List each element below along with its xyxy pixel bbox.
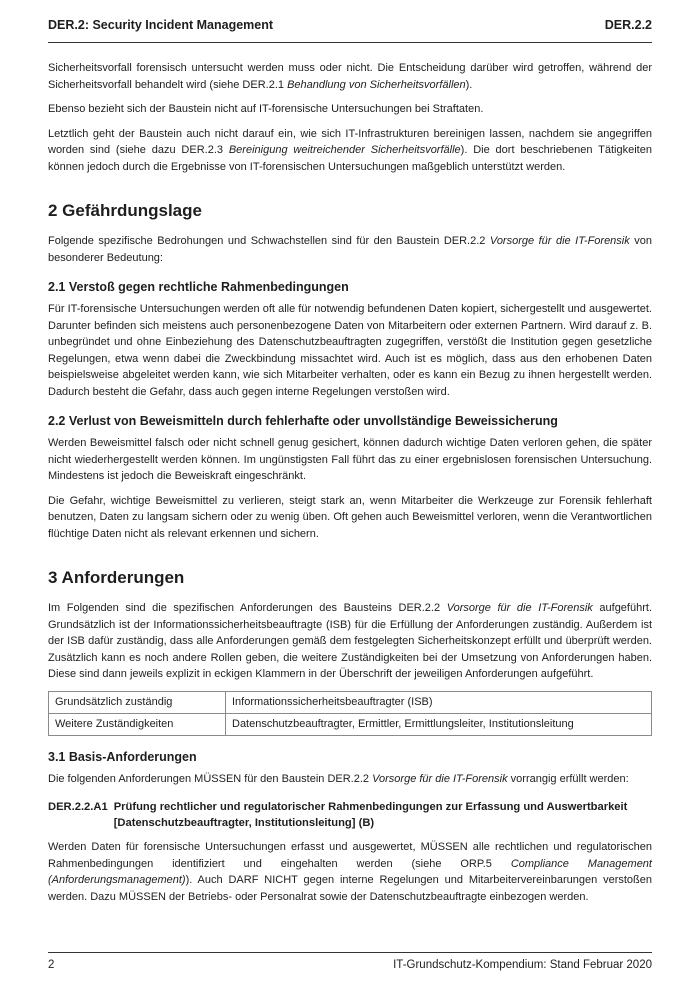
table-cell-label: Weitere Zuständigkeiten [49, 713, 226, 735]
section-2-2-paragraph-2: Die Gefahr, wichtige Beweismittel zu verlieren, steigt stark an, wenn Mitarbeiter die Werkzeuge zur Forensik fehlerhaft benutzen, Daten zu langsam sichern oder zu wenig üben. Oft gehen auch Beweismittel verloren, wenn die Verantwortlichen flüchtige Daten nicht als relevant erkennen und sichern. [48, 494, 652, 540]
section-3-heading: 3 Anforderungen [48, 568, 185, 587]
footer-publication: IT-Grundschutz-Kompendium: Stand Februar 2020 [393, 959, 652, 971]
section-3-1-intro: Die folgenden Anforderungen MÜSSEN für den Baustein DER.2.2 Vorsorge für die IT-Forensik vorrangig erfüllt werden: [48, 772, 629, 785]
section-2-1-heading: 2.1 Verstoß gegen rechtliche Rahmenbedingungen [48, 280, 349, 294]
section-2-2-heading: 2.2 Verlust von Beweismitteln durch fehlerhafte oder unvollständige Beweissicherung [48, 414, 558, 428]
section-3-1-heading: 3.1 Basis-Anforderungen [48, 749, 197, 764]
table-row [49, 713, 652, 735]
page-footer [48, 952, 652, 971]
intro-paragraph-2: Ebenso bezieht sich der Baustein nicht auf IT-forensische Untersuchungen bei Straftaten. [48, 103, 484, 115]
intro-paragraph-1: Sicherheitsvorfall forensisch untersucht werden muss oder nicht. Die Entscheidung darüber wird getroffen, während der Sicherheitsvorfall behandelt wird (siehe DER.2.1 Behandlung von Sicherheitsvorfällen). [48, 62, 652, 91]
page-content [48, 60, 652, 913]
requirement-a1-paragraph: Werden Daten für forensische Untersuchungen erfasst und ausgewertet, MÜSSEN alle rechtlichen und regulatorischen Rahmenbedingungen identifiziert und eingehalten werden (siehe ORP.5 Compliance Management (Anforderungsmanagement)). Auch DARF NICHT gegen interne Regelungen und Mitarbeitervereinbarungen verstoßen werden. Dazu MÜSSEN der Betriebs- oder Personalrat sowie der Datenschutzbeauftragte einbezogen werden. [48, 841, 652, 903]
page-number: 2 [48, 959, 55, 971]
intro-paragraph-3: Letztlich geht der Baustein auch nicht darauf ein, wie sich IT-Infrastrukturen bereinigen lassen, nachdem sie angegriffen worden sind (siehe dazu DER.2.3 Bereinigung weitreichender Sicherheitsvorfälle). Die dort beschriebenen Tätigkeiten können jedoch durch die Ergebnisse von IT-forensischen Untersuchungen maßgeblich unterstützt werden. [48, 127, 652, 173]
table-cell-value: Informationssicherheitsbeauftragter (ISB) [226, 691, 652, 713]
section-3-intro: Im Folgenden sind die spezifischen Anforderungen des Bausteins DER.2.2 Vorsorge für die IT-Forensik aufgeführt. Grundsätzlich ist der Informationssicherheitsbeauftragte (ISB) für die Erfüllung der Anforderungen zuständig. Außerdem ist der ISB dafür zuständig, dass alle Anforderungen gemäß dem festgelegten Sicherheitskonzept erfüllt und überprüft werden. Zusätzlich kann es noch andere Rollen geben, die weitere Zuständigkeiten bei der Umsetzung von Anforderungen haben. Diese sind dann jeweils explizit in eckigen Klammern in der Überschrift der jeweiligen Anforderungen aufgeführt. [48, 602, 652, 680]
section-2-2-paragraph-1: Werden Beweismittel falsch oder nicht schnell genug gesichert, können dadurch wichtige Daten verloren gehen, die später nicht wiederhergestellt werden können. Im ungünstigsten Fall führt das zu einer ergebnislosen forensischen Untersuchung. Mindestens ist jedoch die Beweiskraft eingeschränkt. [48, 437, 652, 482]
section-2-heading: 2 Gefährdungslage [48, 201, 202, 220]
section-2-intro: Folgende spezifische Bedrohungen und Schwachstellen sind für den Baustein DER.2.2 Vorsorge für die IT-Forensik von besonderer Bedeutung: [48, 235, 652, 264]
section-2-1-paragraph: Für IT-forensische Untersuchungen werden oft alle für notwendig befundenen Daten kopiert, sichergestellt und ausgewertet. Darunter befinden sich meistens auch personenbezogene Daten von Mitarbeitern oder externen Partnern. Wird darauf z. B. unbegründet und ohne Einbeziehung des Datenschutzbeauftragten zugegriffen, verstößt die Institution gegen gesetzliche Regelungen, etwa wenn dabei die Zweckbindung missachtet wird. Auch ist es möglich, dass aus den erhobenen Daten beispielsweise abgeleitet werden kann, wie sich Mitarbeiter verhalten, oder es kann ein Bezug zu ihnen hergestellt werden. Dadurch besteht die Gefahr, dass auch gegen interne Regelungen verstoßen wird. [48, 303, 652, 398]
table-cell-label: Grundsätzlich zuständig [49, 691, 226, 713]
table-cell-value: Datenschutzbeauftragter, Ermittler, Ermittlungsleiter, Institutionsleitung [226, 713, 652, 735]
header-module-id: DER.2.2 [604, 18, 652, 32]
page-header [48, 18, 652, 43]
responsibility-table [48, 691, 652, 736]
requirement-title-text: Prüfung rechtlicher und regulatorischer Rahmenbedingungen zur Erfassung und Auswertbarkeit [Datenschutzbeauftragter, Institutionsleitung] (B) [113, 801, 628, 829]
requirement-a1-title [48, 799, 652, 831]
header-module-title: DER.2: Security Incident Management [48, 18, 274, 32]
table-row [49, 691, 652, 713]
requirement-id: DER.2.2.A1 [48, 801, 108, 813]
